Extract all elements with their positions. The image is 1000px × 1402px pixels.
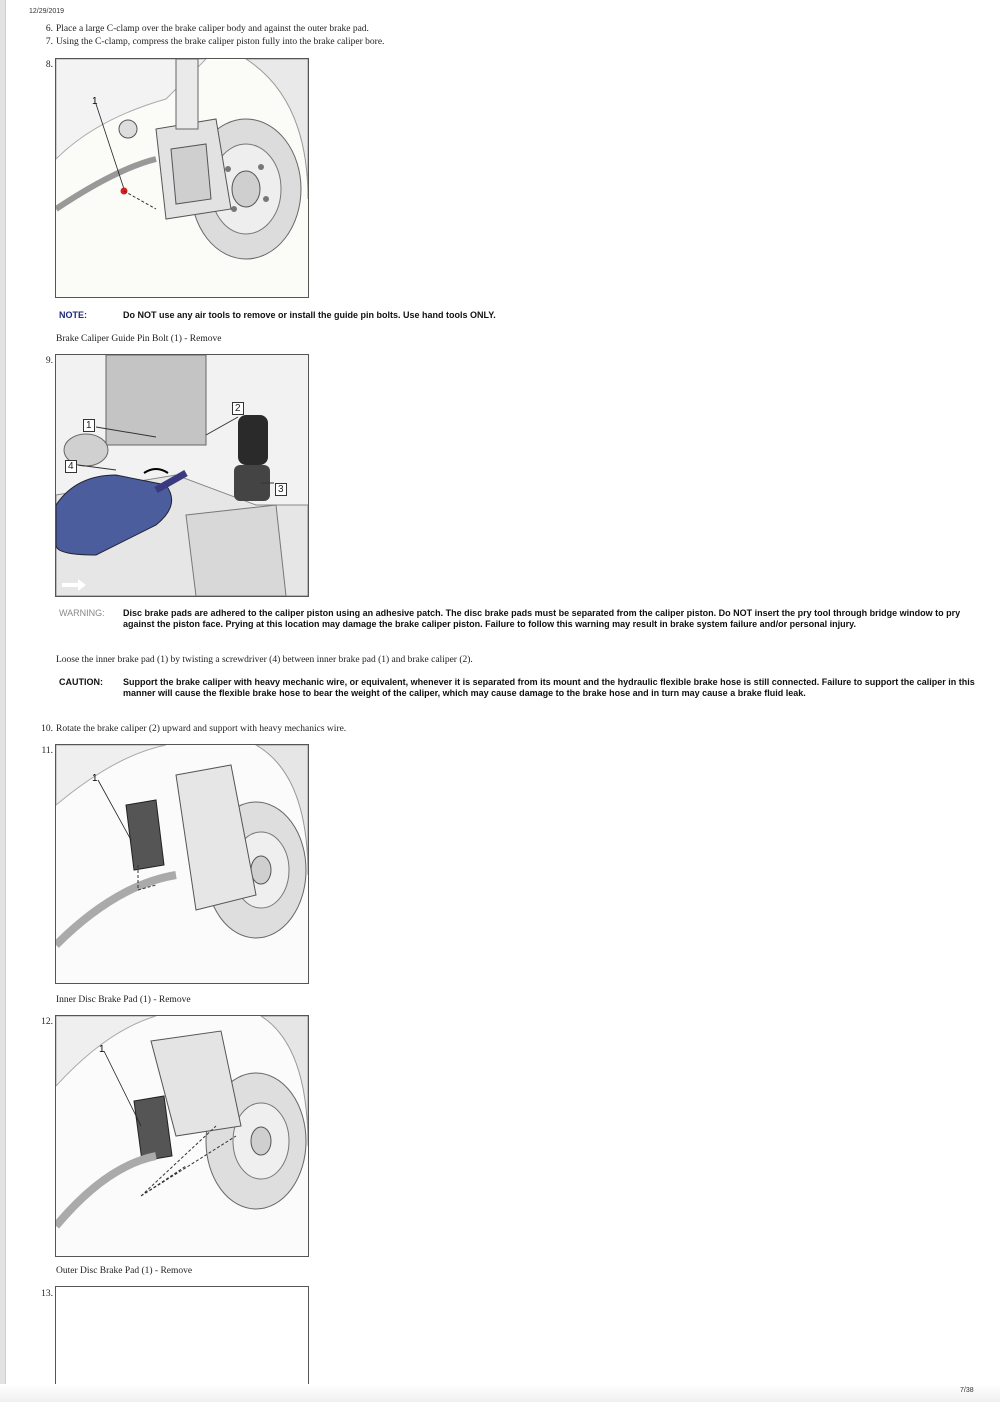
outer-pad-illustration	[56, 1016, 308, 1256]
note-label: NOTE:	[59, 310, 87, 320]
warning-label: WARNING:	[59, 608, 105, 618]
caption-loosen-pad: Loose the inner brake pad (1) by twisting a screwdriver (4) between inner brake pad (1) and brake caliper (2).	[56, 655, 473, 665]
figure-callout-1: 1	[99, 1044, 105, 1055]
left-scroll-gutter	[0, 0, 6, 1402]
inner-pad-illustration	[56, 745, 308, 983]
step-7-number: 7.	[45, 37, 53, 47]
page-number: 7/38	[960, 1387, 974, 1394]
brake-caliper-illustration	[56, 59, 308, 297]
figure-screwdriver-pry	[55, 354, 309, 597]
step-7-text: Using the C-clamp, compress the brake caliper piston fully into the brake caliper bore.	[56, 37, 385, 47]
step-10-number: 10.	[41, 724, 53, 734]
step-6-text: Place a large C-clamp over the brake caliper body and against the outer brake pad.	[56, 24, 369, 34]
figure-callout-1: 1	[92, 96, 98, 107]
step-13-number: 13.	[41, 1289, 53, 1299]
figure-callout-3: 3	[275, 483, 287, 496]
note-text: Do NOT use any air tools to remove or install the guide pin bolts. Use hand tools ONLY.	[123, 310, 496, 320]
screwdriver-illustration	[56, 355, 308, 596]
step-9-number: 9.	[45, 356, 53, 366]
page-bottom-edge	[0, 1384, 1000, 1402]
caption-guide-pin-bolt: Brake Caliper Guide Pin Bolt (1) - Remove	[56, 334, 222, 344]
figure-callout-1: 1	[83, 419, 95, 432]
print-date: 12/29/2019	[29, 8, 65, 15]
caution-text: Support the brake caliper with heavy mechanic wire, or equivalent, whenever it is separated from its mount and the hydraulic flexible brake hose is still connected. Failure to support the caliper in this manner will cause the flexible brake hose to bear the weight of the caliper, which may cause damage to the brake hose and in turn may cause a brake fluid leak.	[123, 677, 975, 698]
caution-label: CAUTION:	[59, 677, 103, 687]
figure-callout-2: 2	[232, 402, 244, 415]
step-11-number: 11.	[41, 746, 53, 756]
warning-text: Disc brake pads are adhered to the caliper piston using an adhesive patch. The disc brake pads must be separated from the caliper piston. Do NOT insert the pry tool through bridge window to pry against the piston face. Prying at this location may damage the brake caliper piston. Failure to follow this warning may result in brake system failure and/or personal injury.	[123, 608, 961, 629]
figure-step-13-placeholder	[55, 1286, 309, 1397]
step-6-number: 6.	[45, 24, 53, 34]
figure-callout-1: 1	[92, 773, 98, 784]
caption-outer-pad: Outer Disc Brake Pad (1) - Remove	[56, 1266, 193, 1276]
step-10-text: Rotate the brake caliper (2) upward and support with heavy mechanics wire.	[56, 724, 347, 734]
figure-inner-pad	[55, 744, 309, 984]
step-12-number: 12.	[41, 1017, 53, 1027]
step-8-number: 8.	[45, 60, 53, 70]
figure-outer-pad	[55, 1015, 309, 1257]
figure-guide-pin-bolt	[55, 58, 309, 298]
figure-callout-4: 4	[65, 460, 77, 473]
caption-inner-pad: Inner Disc Brake Pad (1) - Remove	[56, 995, 191, 1005]
